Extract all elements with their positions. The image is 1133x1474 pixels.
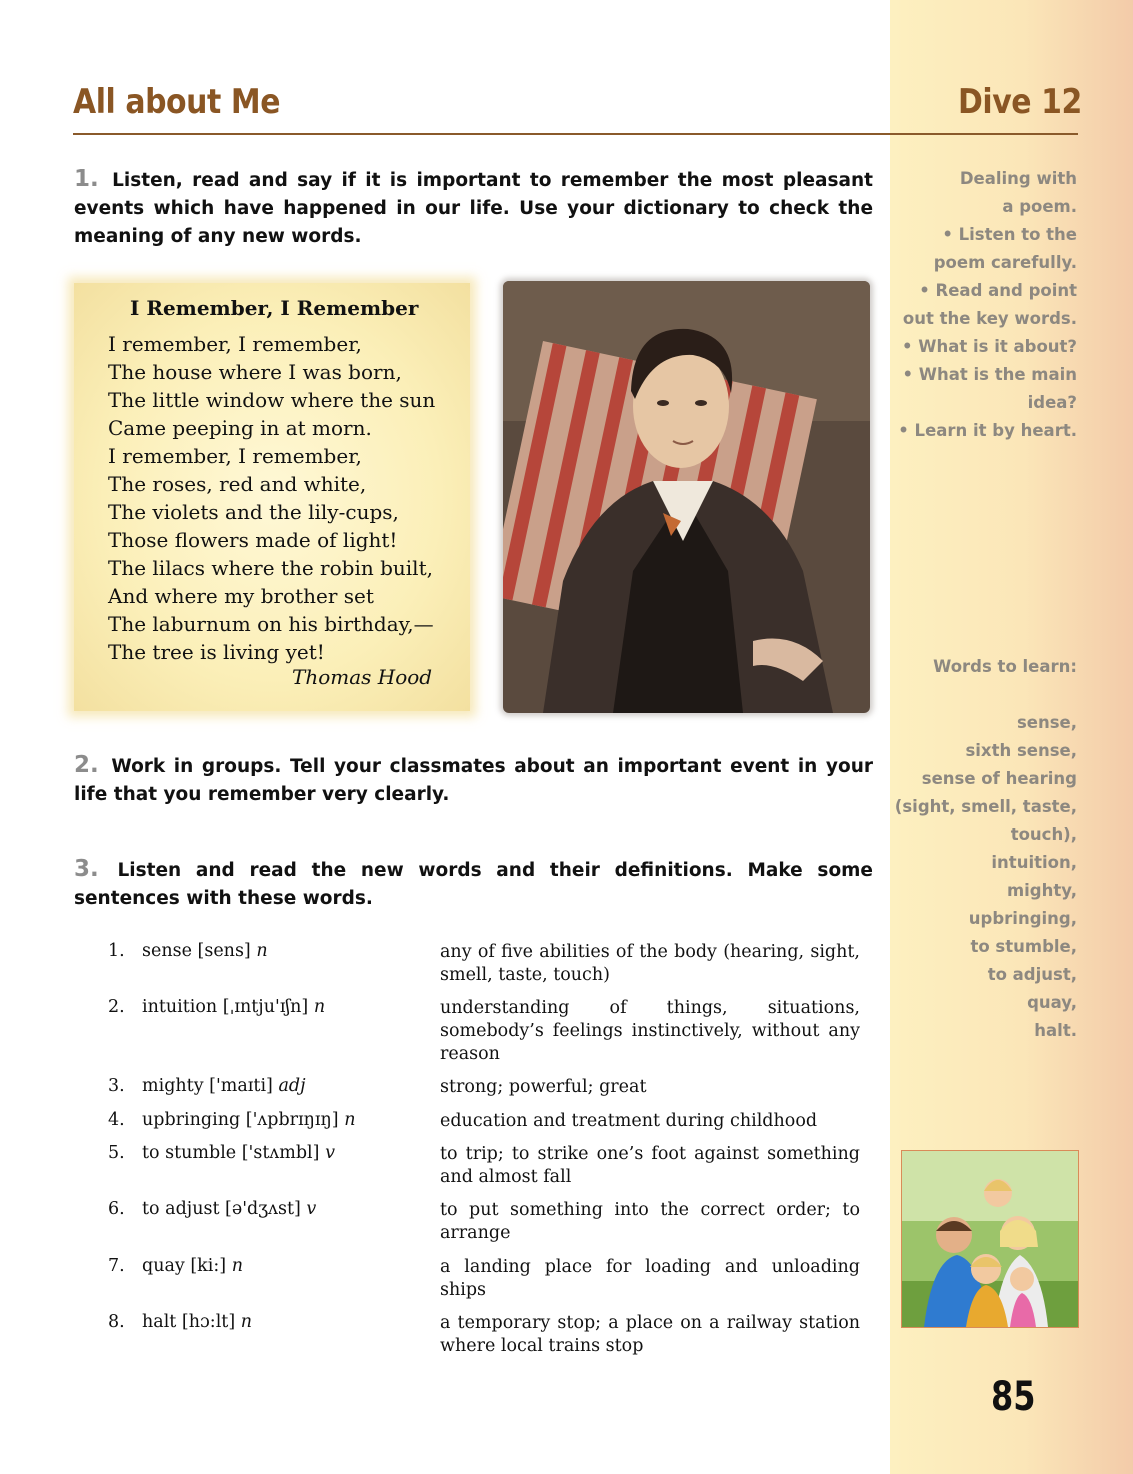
vocab-word: sense [sens]	[142, 941, 251, 961]
poem-line: The lilacs where the robin built,	[108, 556, 433, 580]
sidebar-word: touch),	[1010, 825, 1077, 844]
poem-line: And where my brother set	[108, 584, 374, 608]
vocab-word: to stumble ['stʌmbl]	[142, 1143, 320, 1163]
vocab-word: mighty ['maɪti]	[142, 1076, 273, 1096]
vocab-pos: adj	[278, 1076, 306, 1096]
sidebar-word: intuition,	[991, 853, 1077, 872]
sidebar-line: • What is it about?	[902, 337, 1077, 356]
vocab-word: to adjust [ə'dʒʌst]	[142, 1199, 301, 1219]
sidebar-instructions	[898, 165, 1077, 445]
vocab-definition: strong; powerful; great	[440, 1077, 647, 1097]
words-to-learn-heading: Words to learn:	[933, 657, 1077, 676]
vocab-pos: n	[313, 997, 326, 1017]
vocab-number: 3.	[108, 1076, 125, 1096]
sidebar-word: quay,	[1027, 993, 1077, 1012]
vocab-number: 8.	[108, 1312, 125, 1332]
poem-line: The violets and the lily-cups,	[108, 500, 399, 524]
sidebar-word: sense of hearing	[921, 769, 1077, 788]
sidebar-word: to adjust,	[987, 965, 1077, 984]
vocab-pos: v	[306, 1199, 317, 1219]
task-1	[74, 165, 873, 251]
vocab-number: 2.	[108, 997, 125, 1017]
task-3	[74, 855, 873, 913]
vocab-definition: a temporary stop; a place on a railway station where local trains stop	[440, 1313, 860, 1356]
poem-line: The laburnum on his birthday,—	[108, 612, 434, 636]
poem-line: Came peeping in at morn.	[108, 416, 372, 440]
task-2	[74, 751, 873, 809]
words-to-learn-list	[895, 709, 1077, 1045]
poem-line: Those flowers made of light!	[108, 528, 398, 552]
poem-line: The house where I was born,	[108, 360, 402, 384]
vocab-word: intuition [ˌɪntju'ɪʃn]	[142, 997, 309, 1017]
sidebar-word: sixth sense,	[965, 741, 1077, 760]
vocab-definition: to put something into the correct order; to arrange	[440, 1200, 860, 1243]
task-number: 3.	[74, 856, 99, 882]
page-title: All about Me	[73, 82, 281, 122]
vocab-definition: education and treatment during childhood	[440, 1111, 818, 1131]
sidebar-line: idea?	[1027, 393, 1077, 412]
sidebar-line: poem carefully.	[933, 253, 1077, 272]
task-text: Listen and read the new words and their definitions. Make some sentences with these words.	[74, 860, 873, 909]
vocab-word: upbringing ['ʌpbrɪŋɪŋ]	[142, 1110, 339, 1130]
vocab-number: 4.	[108, 1110, 125, 1130]
family-photo	[901, 1150, 1079, 1328]
family-illustration	[902, 1151, 1078, 1327]
poem-line: The roses, red and white,	[108, 472, 367, 496]
sidebar-line: a poem.	[1002, 197, 1077, 216]
vocab-definition: a landing place for loading and unloading ships	[440, 1257, 860, 1300]
section-label: Dive 12	[958, 82, 1082, 122]
sidebar-line: • What is the main	[902, 365, 1077, 384]
vocab-word: quay [ki:]	[142, 1256, 227, 1276]
vocab-pos: n	[256, 941, 268, 961]
sidebar-line: • Learn it by heart.	[898, 421, 1077, 440]
vocab-pos: n	[231, 1256, 243, 1276]
vocab-pos: v	[325, 1143, 335, 1163]
sidebar-word: upbringing,	[968, 909, 1077, 928]
task-number: 2.	[74, 752, 99, 778]
task-number: 1.	[74, 166, 99, 192]
task-text: Listen, read and say if it is important to remember the most pleasant events which have happened in our life. Use your dictionary to check the meaning of any new words.	[74, 170, 873, 247]
task-text: Work in groups. Tell your classmates about an important event in your life that you remember very clearly.	[74, 756, 873, 805]
sidebar-line: • Listen to the	[942, 225, 1077, 244]
vocab-number: 7.	[108, 1256, 125, 1276]
sidebar-line: out the key words.	[902, 309, 1077, 328]
vocab-definition: to trip; to strike one’s foot against something and almost fall	[440, 1144, 860, 1187]
poem-title: I Remember, I Remember	[130, 296, 419, 320]
vocab-pos: n	[344, 1110, 356, 1130]
poem-lines	[108, 330, 435, 666]
poem-author: Thomas Hood	[292, 665, 433, 689]
poem-line: I remember, I remember,	[108, 332, 362, 356]
vocab-definition: any of five abilities of the body (hearing, sight, smell, taste, touch)	[440, 942, 860, 985]
vocab-number: 6.	[108, 1199, 125, 1219]
sidebar-line: Dealing with	[959, 169, 1077, 188]
vocab-word: halt [hɔ:lt]	[142, 1312, 236, 1332]
vocab-number: 5.	[108, 1143, 125, 1163]
header-divider	[73, 133, 1078, 135]
page-number: 85	[991, 1374, 1036, 1420]
portrait-illustration	[503, 281, 870, 713]
vocab-definition: understanding of things, situations, somebody’s feelings instinctively, without any reason	[440, 998, 860, 1064]
poem-line: I remember, I remember,	[108, 444, 362, 468]
sidebar-line: • Read and point	[919, 281, 1077, 300]
sidebar-word: mighty,	[1006, 881, 1077, 900]
poem-line: The little window where the sun	[108, 388, 436, 412]
vocab-pos: n	[240, 1312, 253, 1332]
sidebar-word: to stumble,	[970, 937, 1077, 956]
portrait-image	[503, 281, 870, 713]
sidebar-word: halt.	[1034, 1021, 1077, 1040]
poem-line: The tree is living yet!	[108, 640, 325, 664]
sidebar-word: sense,	[1016, 713, 1077, 732]
sidebar-word: (sight, smell, taste,	[894, 797, 1077, 816]
vocab-number: 1.	[108, 941, 125, 961]
